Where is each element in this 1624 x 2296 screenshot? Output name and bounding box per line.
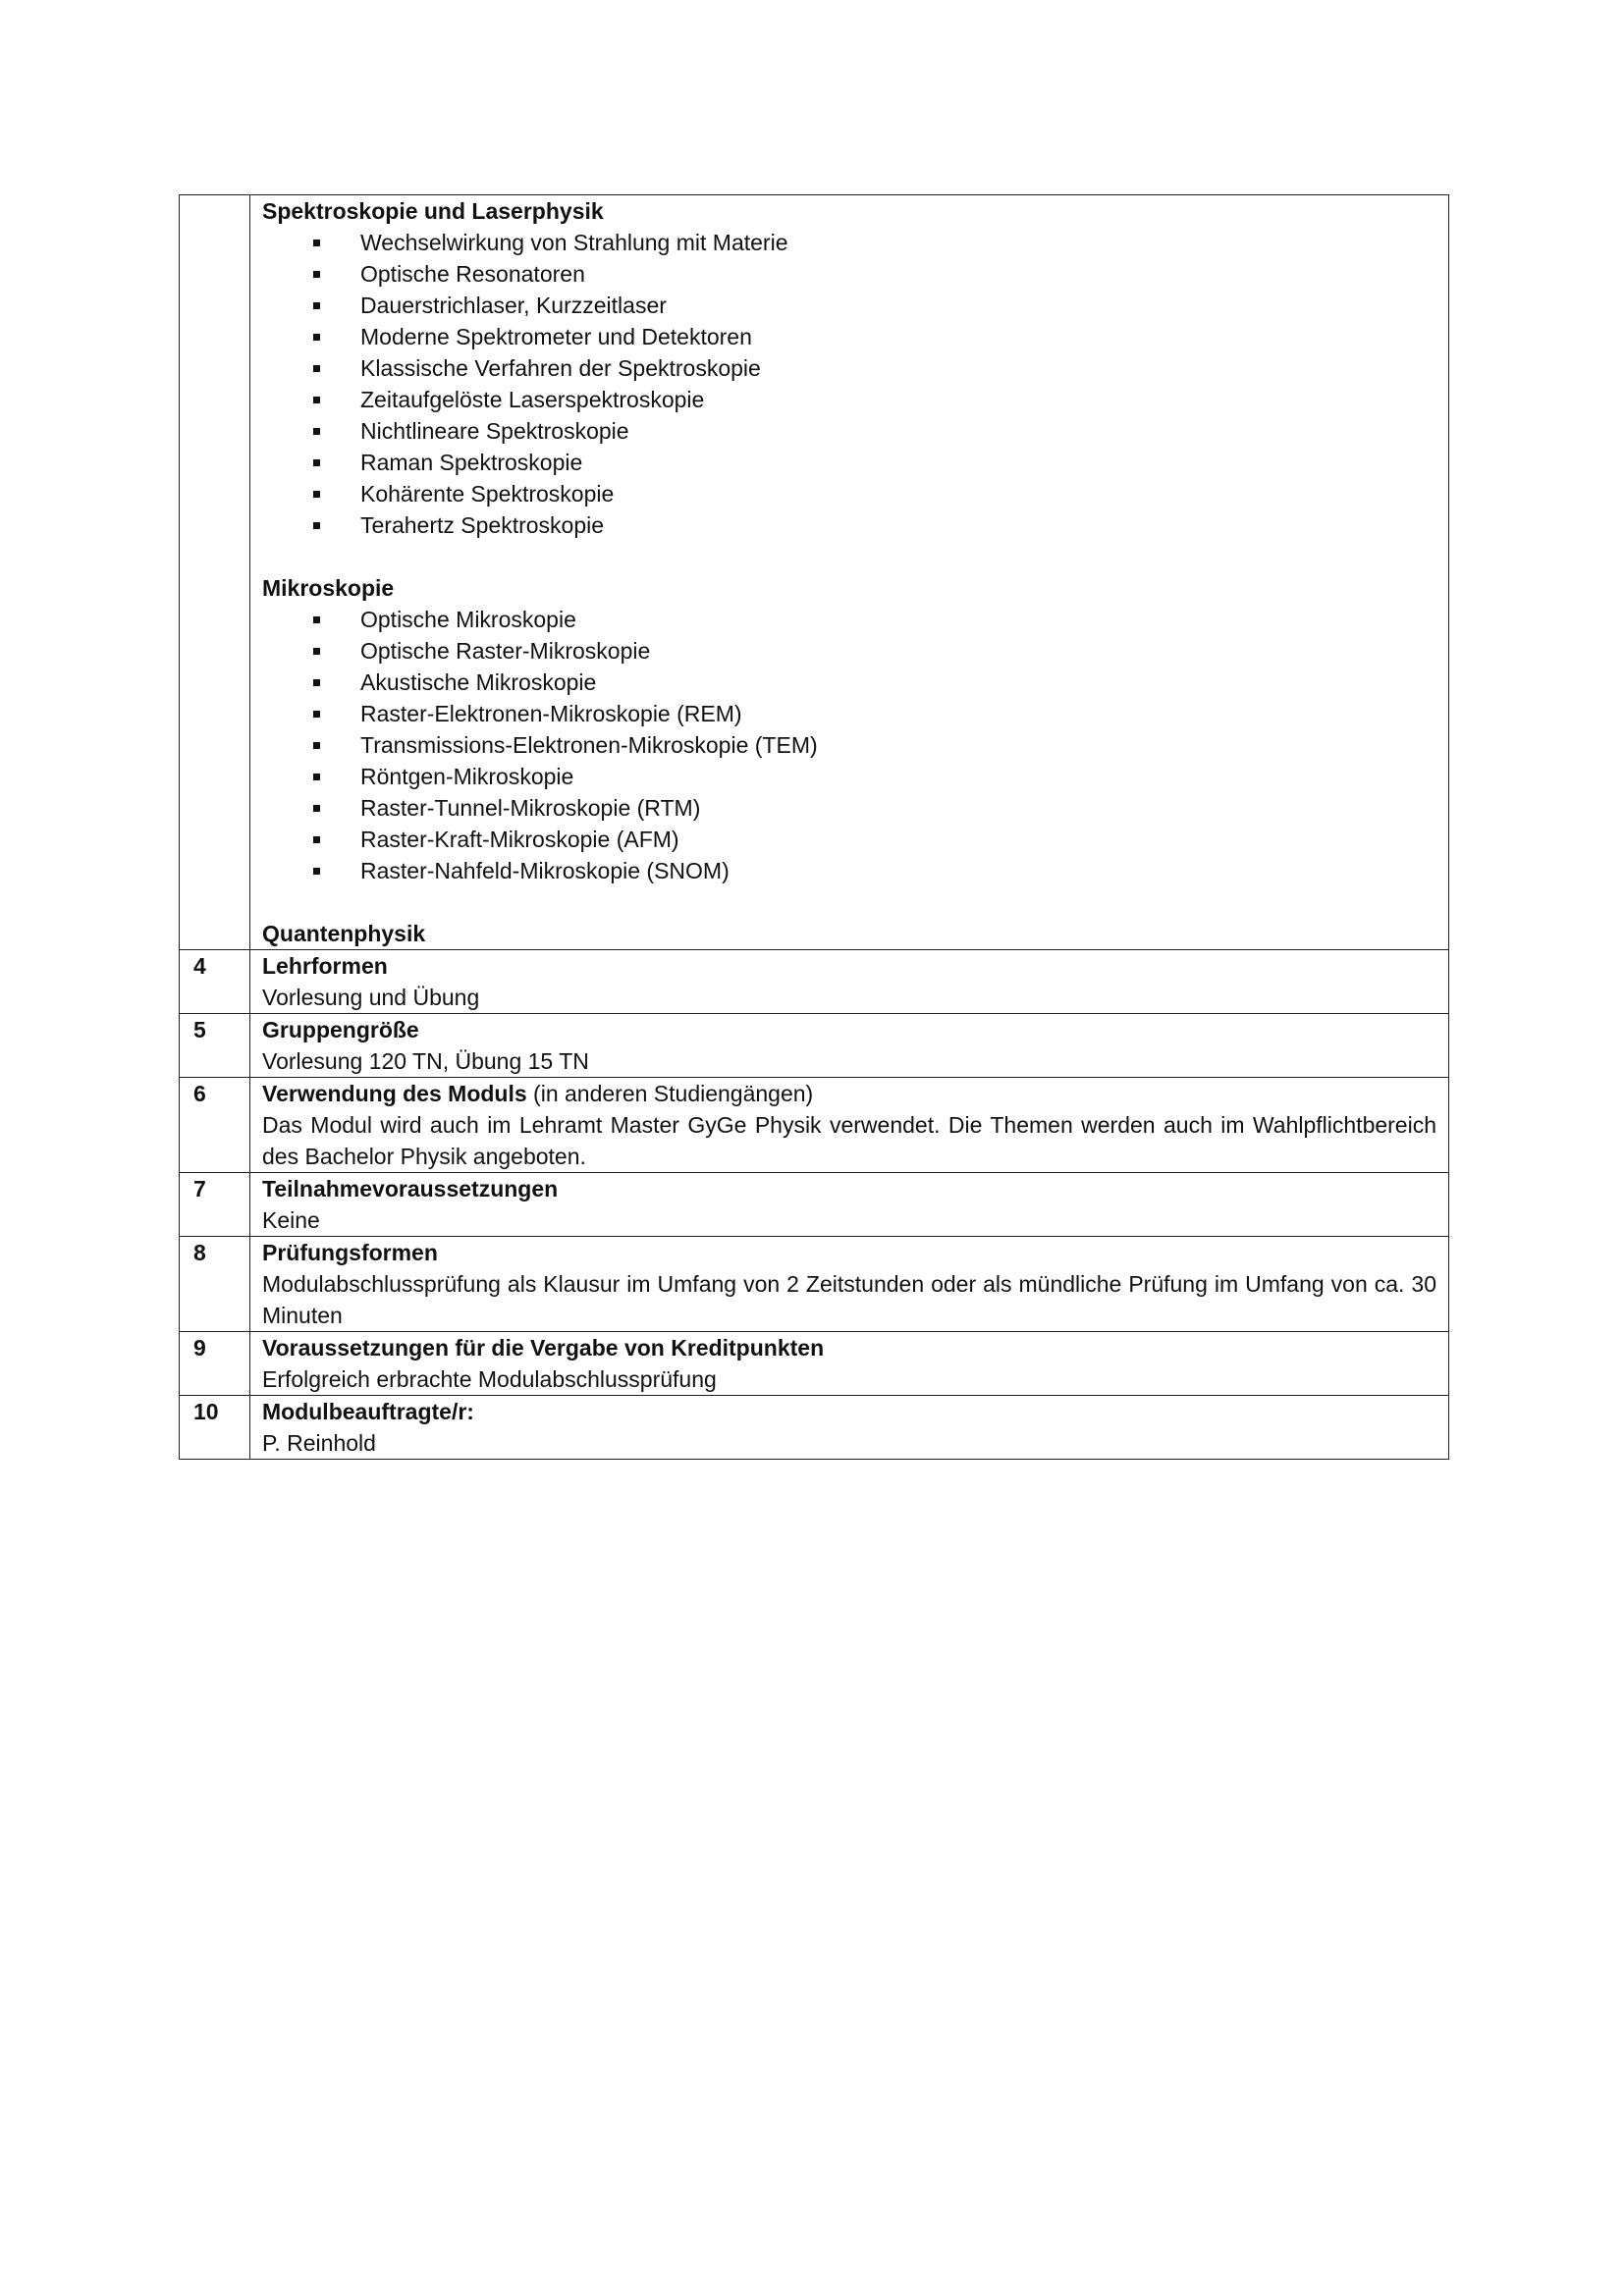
bullet-icon bbox=[313, 711, 320, 718]
list-item: Kohärente Spektroskopie bbox=[262, 478, 1436, 509]
content-cell bbox=[250, 195, 1449, 950]
row-text: Modulabschlussprüfung als Klausur im Umfang von 2 Zeitstunden oder als mündliche Prüfung im Umfang von ca. 30 Minuten bbox=[262, 1271, 1436, 1328]
bullet-icon bbox=[313, 774, 320, 780]
row-content bbox=[250, 950, 1449, 1014]
row-text: Das Modul wird auch im Lehramt Master GyGe Physik verwendet. Die Themen werden auch im Wahlpflichtbereich des Bachelor Physik angeboten. bbox=[262, 1112, 1436, 1169]
list-item: Dauerstrichlaser, Kurzzeitlaser bbox=[262, 290, 1436, 321]
bullet-icon bbox=[313, 522, 320, 529]
spektroskopie-list bbox=[262, 227, 1436, 541]
section-heading-quantenphysik: Quantenphysik bbox=[262, 921, 426, 946]
row-title: Verwendung des Moduls bbox=[262, 1081, 527, 1106]
list-item: Wechselwirkung von Strahlung mit Materie bbox=[262, 227, 1436, 258]
list-item: Optische Mikroskopie bbox=[262, 604, 1436, 635]
section-heading-spektroskopie: Spektroskopie und Laserphysik bbox=[262, 198, 604, 224]
table-row bbox=[180, 1078, 1449, 1173]
list-item: Optische Resonatoren bbox=[262, 258, 1436, 290]
table-row bbox=[180, 1014, 1449, 1078]
list-item: Moderne Spektrometer und Detektoren bbox=[262, 321, 1436, 352]
list-item: Raman Spektroskopie bbox=[262, 447, 1436, 478]
spacer bbox=[262, 541, 1436, 572]
row-text: Vorlesung 120 TN, Übung 15 TN bbox=[262, 1048, 589, 1074]
bullet-icon bbox=[313, 742, 320, 749]
row-number: 6 bbox=[180, 1078, 250, 1173]
list-item: Akustische Mikroskopie bbox=[262, 667, 1436, 698]
row-number: 7 bbox=[180, 1173, 250, 1237]
row-content bbox=[250, 1396, 1449, 1460]
bullet-icon bbox=[313, 397, 320, 403]
row-content bbox=[250, 1173, 1449, 1237]
row-text: Erfolgreich erbrachte Modulabschlussprüfung bbox=[262, 1366, 717, 1392]
bullet-icon bbox=[313, 302, 320, 309]
row-number: 4 bbox=[180, 950, 250, 1014]
row-text: P. Reinhold bbox=[262, 1430, 376, 1456]
list-item: Transmissions-Elektronen-Mikroskopie (TEM) bbox=[262, 729, 1436, 761]
list-item: Nichtlineare Spektroskopie bbox=[262, 415, 1436, 447]
bullet-icon bbox=[313, 365, 320, 372]
module-description-table bbox=[179, 194, 1449, 1460]
table-row bbox=[180, 1173, 1449, 1237]
row-number: 8 bbox=[180, 1237, 250, 1332]
row-number: 5 bbox=[180, 1014, 250, 1078]
row-title: Teilnahmevoraussetzungen bbox=[262, 1176, 559, 1201]
bullet-icon bbox=[313, 648, 320, 655]
list-item: Raster-Elektronen-Mikroskopie (REM) bbox=[262, 698, 1436, 729]
table-row bbox=[180, 950, 1449, 1014]
bullet-icon bbox=[313, 868, 320, 875]
row-content bbox=[250, 1078, 1449, 1173]
list-item: Optische Raster-Mikroskopie bbox=[262, 635, 1436, 667]
section-heading-mikroskopie: Mikroskopie bbox=[262, 575, 395, 601]
row-content bbox=[250, 1014, 1449, 1078]
bullet-icon bbox=[313, 805, 320, 812]
row-title-line bbox=[262, 1078, 1436, 1109]
row-title-suffix: (in anderen Studiengängen) bbox=[526, 1081, 814, 1106]
row-number-cell bbox=[180, 195, 250, 950]
row-content bbox=[250, 1237, 1449, 1332]
list-item: Zeitaufgelöste Laserspektroskopie bbox=[262, 384, 1436, 415]
bullet-icon bbox=[313, 491, 320, 498]
bullet-icon bbox=[313, 334, 320, 341]
list-item: Terahertz Spektroskopie bbox=[262, 509, 1436, 541]
row-text: Keine bbox=[262, 1207, 320, 1233]
bullet-icon bbox=[313, 459, 320, 466]
row-number: 9 bbox=[180, 1332, 250, 1396]
bullet-icon bbox=[313, 240, 320, 246]
table-row-content bbox=[180, 195, 1449, 950]
table-row bbox=[180, 1332, 1449, 1396]
bullet-icon bbox=[313, 271, 320, 278]
list-item: Röntgen-Mikroskopie bbox=[262, 761, 1436, 792]
row-title: Voraussetzungen für die Vergabe von Kreditpunkten bbox=[262, 1335, 825, 1361]
row-title: Lehrformen bbox=[262, 953, 388, 979]
row-title: Prüfungsformen bbox=[262, 1240, 438, 1265]
row-text: Vorlesung und Übung bbox=[262, 985, 480, 1010]
row-content bbox=[250, 1332, 1449, 1396]
bullet-icon bbox=[313, 679, 320, 686]
row-number: 10 bbox=[180, 1396, 250, 1460]
bullet-icon bbox=[313, 836, 320, 843]
table-row bbox=[180, 1396, 1449, 1460]
spacer bbox=[262, 886, 1436, 918]
list-item: Klassische Verfahren der Spektroskopie bbox=[262, 352, 1436, 384]
list-item: Raster-Kraft-Mikroskopie (AFM) bbox=[262, 824, 1436, 855]
list-item: Raster-Tunnel-Mikroskopie (RTM) bbox=[262, 792, 1436, 824]
bullet-icon bbox=[313, 616, 320, 623]
mikroskopie-list bbox=[262, 604, 1436, 886]
row-title: Modulbeauftragte/r: bbox=[262, 1399, 474, 1424]
list-item: Raster-Nahfeld-Mikroskopie (SNOM) bbox=[262, 855, 1436, 886]
row-title: Gruppengröße bbox=[262, 1017, 419, 1042]
bullet-icon bbox=[313, 428, 320, 435]
table-row bbox=[180, 1237, 1449, 1332]
